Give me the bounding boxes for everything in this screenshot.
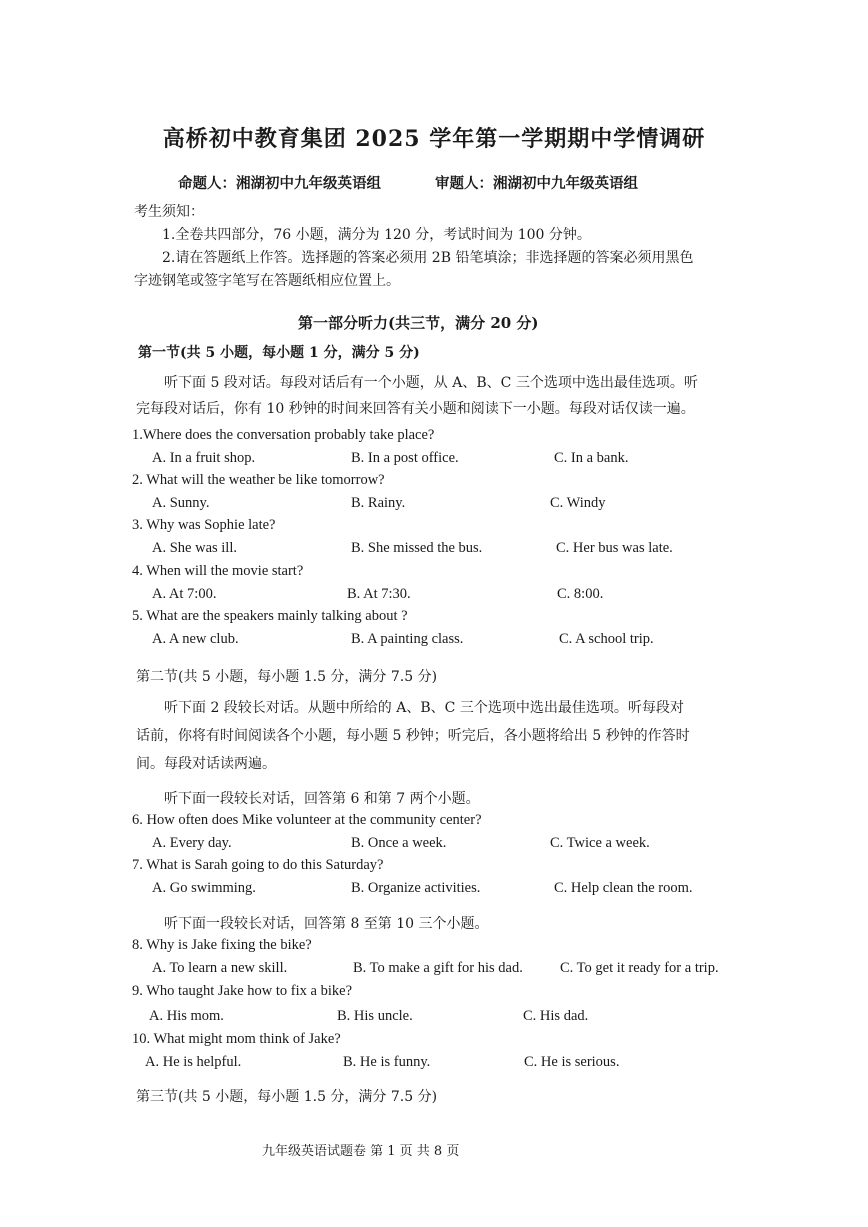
question-4: 4. When will the movie start?: [132, 563, 304, 579]
question-10: 10. What might mom think of Jake?: [132, 1031, 341, 1047]
dialog2-intro: 听下面一段较长对话，回答第 8 至第 10 三个小题。: [164, 916, 489, 932]
question-1: 1.Where does the conversation probably take place?: [132, 427, 435, 443]
q3-option-c: C. Her bus was late.: [556, 540, 673, 556]
part1-heading: 第一部分听力(共三节，满分 20 分): [298, 314, 539, 332]
notice-item-1: 1.全卷共四部分，76 小题，满分为 120 分，考试时间为 100 分钟。: [162, 227, 591, 243]
q1-option-c: C. In a bank.: [554, 450, 629, 466]
section2-heading: 第二节(共 5 小题，每小题 1.5 分，满分 7.5 分): [136, 669, 438, 685]
q5-option-a: A. A new club.: [152, 631, 239, 647]
q10-option-c: C. He is serious.: [524, 1054, 620, 1070]
section3-heading: 第三节(共 5 小题，每小题 1.5 分，满分 7.5 分): [136, 1089, 438, 1105]
section2-instruction-2: 话前，你将有时间阅读各个小题，每小题 5 秒钟；听完后，各小题将给出 5 秒钟的作答时: [136, 728, 690, 744]
q10-option-b: B. He is funny.: [343, 1054, 431, 1070]
question-8: 8. Why is Jake fixing the bike?: [132, 937, 312, 953]
q7-option-a: A. Go swimming.: [152, 880, 256, 896]
q6-option-b: B. Once a week.: [351, 835, 447, 851]
q4-option-c: C. 8:00.: [557, 586, 604, 602]
section1-heading: 第一节(共 5 小题，每小题 1 分，满分 5 分): [138, 345, 420, 361]
question-3: 3. Why was Sophie late?: [132, 517, 276, 533]
q1-option-b: B. In a post office.: [351, 450, 459, 466]
q5-option-c: C. A school trip.: [559, 631, 654, 647]
question-5: 5. What are the speakers mainly talking about ?: [132, 608, 408, 624]
q2-option-a: A. Sunny.: [152, 495, 210, 511]
q4-option-a: A. At 7:00.: [152, 586, 217, 602]
q2-option-b: B. Rainy.: [351, 495, 406, 511]
setter: 命题人：湘湖初中九年级英语组: [178, 175, 381, 192]
q3-option-b: B. She missed the bus.: [351, 540, 483, 556]
authors-line: [178, 172, 638, 193]
q8-option-a: A. To learn a new skill.: [152, 960, 288, 976]
question-7: 7. What is Sarah going to do this Saturday?: [132, 857, 384, 873]
reviewer: 审题人：湘湖初中九年级英语组: [435, 175, 638, 192]
notice-item-2-line-2: 字迹钢笔或签字笔写在答题纸相应位置上。: [134, 273, 400, 289]
q10-option-a: A. He is helpful.: [145, 1054, 242, 1070]
q9-option-c: C. His dad.: [523, 1008, 589, 1024]
q9-option-a: A. His mom.: [149, 1008, 224, 1024]
section2-instruction-3: 间。每段对话读两遍。: [136, 756, 276, 772]
notice-heading: 考生须知：: [134, 204, 204, 220]
notice-item-2-line-1: 2.请在答题纸上作答。选择题的答案必须用 2B 铅笔填涂；非选择题的答案必须用黑色: [162, 250, 694, 266]
q6-option-a: A. Every day.: [152, 835, 232, 851]
q6-option-c: C. Twice a week.: [550, 835, 650, 851]
q7-option-c: C. Help clean the room.: [554, 880, 693, 896]
exam-title: 高桥初中教育集团 2025 学年第一学期期中学情调研: [162, 126, 706, 152]
q8-option-c: C. To get it ready for a trip.: [560, 960, 719, 976]
q8-option-b: B. To make a gift for his dad.: [353, 960, 523, 976]
section1-instruction-1: 听下面 5 段对话。每段对话后有一个小题，从 A、B、C 三个选项中选出最佳选项。听: [164, 375, 698, 391]
q7-option-b: B. Organize activities.: [351, 880, 481, 896]
dialog1-intro: 听下面一段较长对话，回答第 6 和第 7 两个小题。: [164, 791, 480, 807]
section2-instruction-1: 听下面 2 段较长对话。从题中所给的 A、B、C 三个选项中选出最佳选项。听每段对: [164, 700, 684, 716]
question-2: 2. What will the weather be like tomorrow?: [132, 472, 385, 488]
question-6: 6. How often does Mike volunteer at the community center?: [132, 812, 482, 828]
q9-option-b: B. His uncle.: [337, 1008, 413, 1024]
section1-instruction-2: 完每段对话后，你有 10 秒钟的时间来回答有关小题和阅读下一小题。每段对话仅读一遍。: [136, 401, 695, 417]
q2-option-c: C. Windy: [550, 495, 606, 511]
q3-option-a: A. She was ill.: [152, 540, 237, 556]
q4-option-b: B. At 7:30.: [347, 586, 411, 602]
page-footer: 九年级英语试题卷 第 1 页 共 8 页: [262, 1144, 460, 1159]
q5-option-b: B. A painting class.: [351, 631, 464, 647]
q1-option-a: A. In a fruit shop.: [152, 450, 256, 466]
question-9: 9. Who taught Jake how to fix a bike?: [132, 983, 352, 999]
